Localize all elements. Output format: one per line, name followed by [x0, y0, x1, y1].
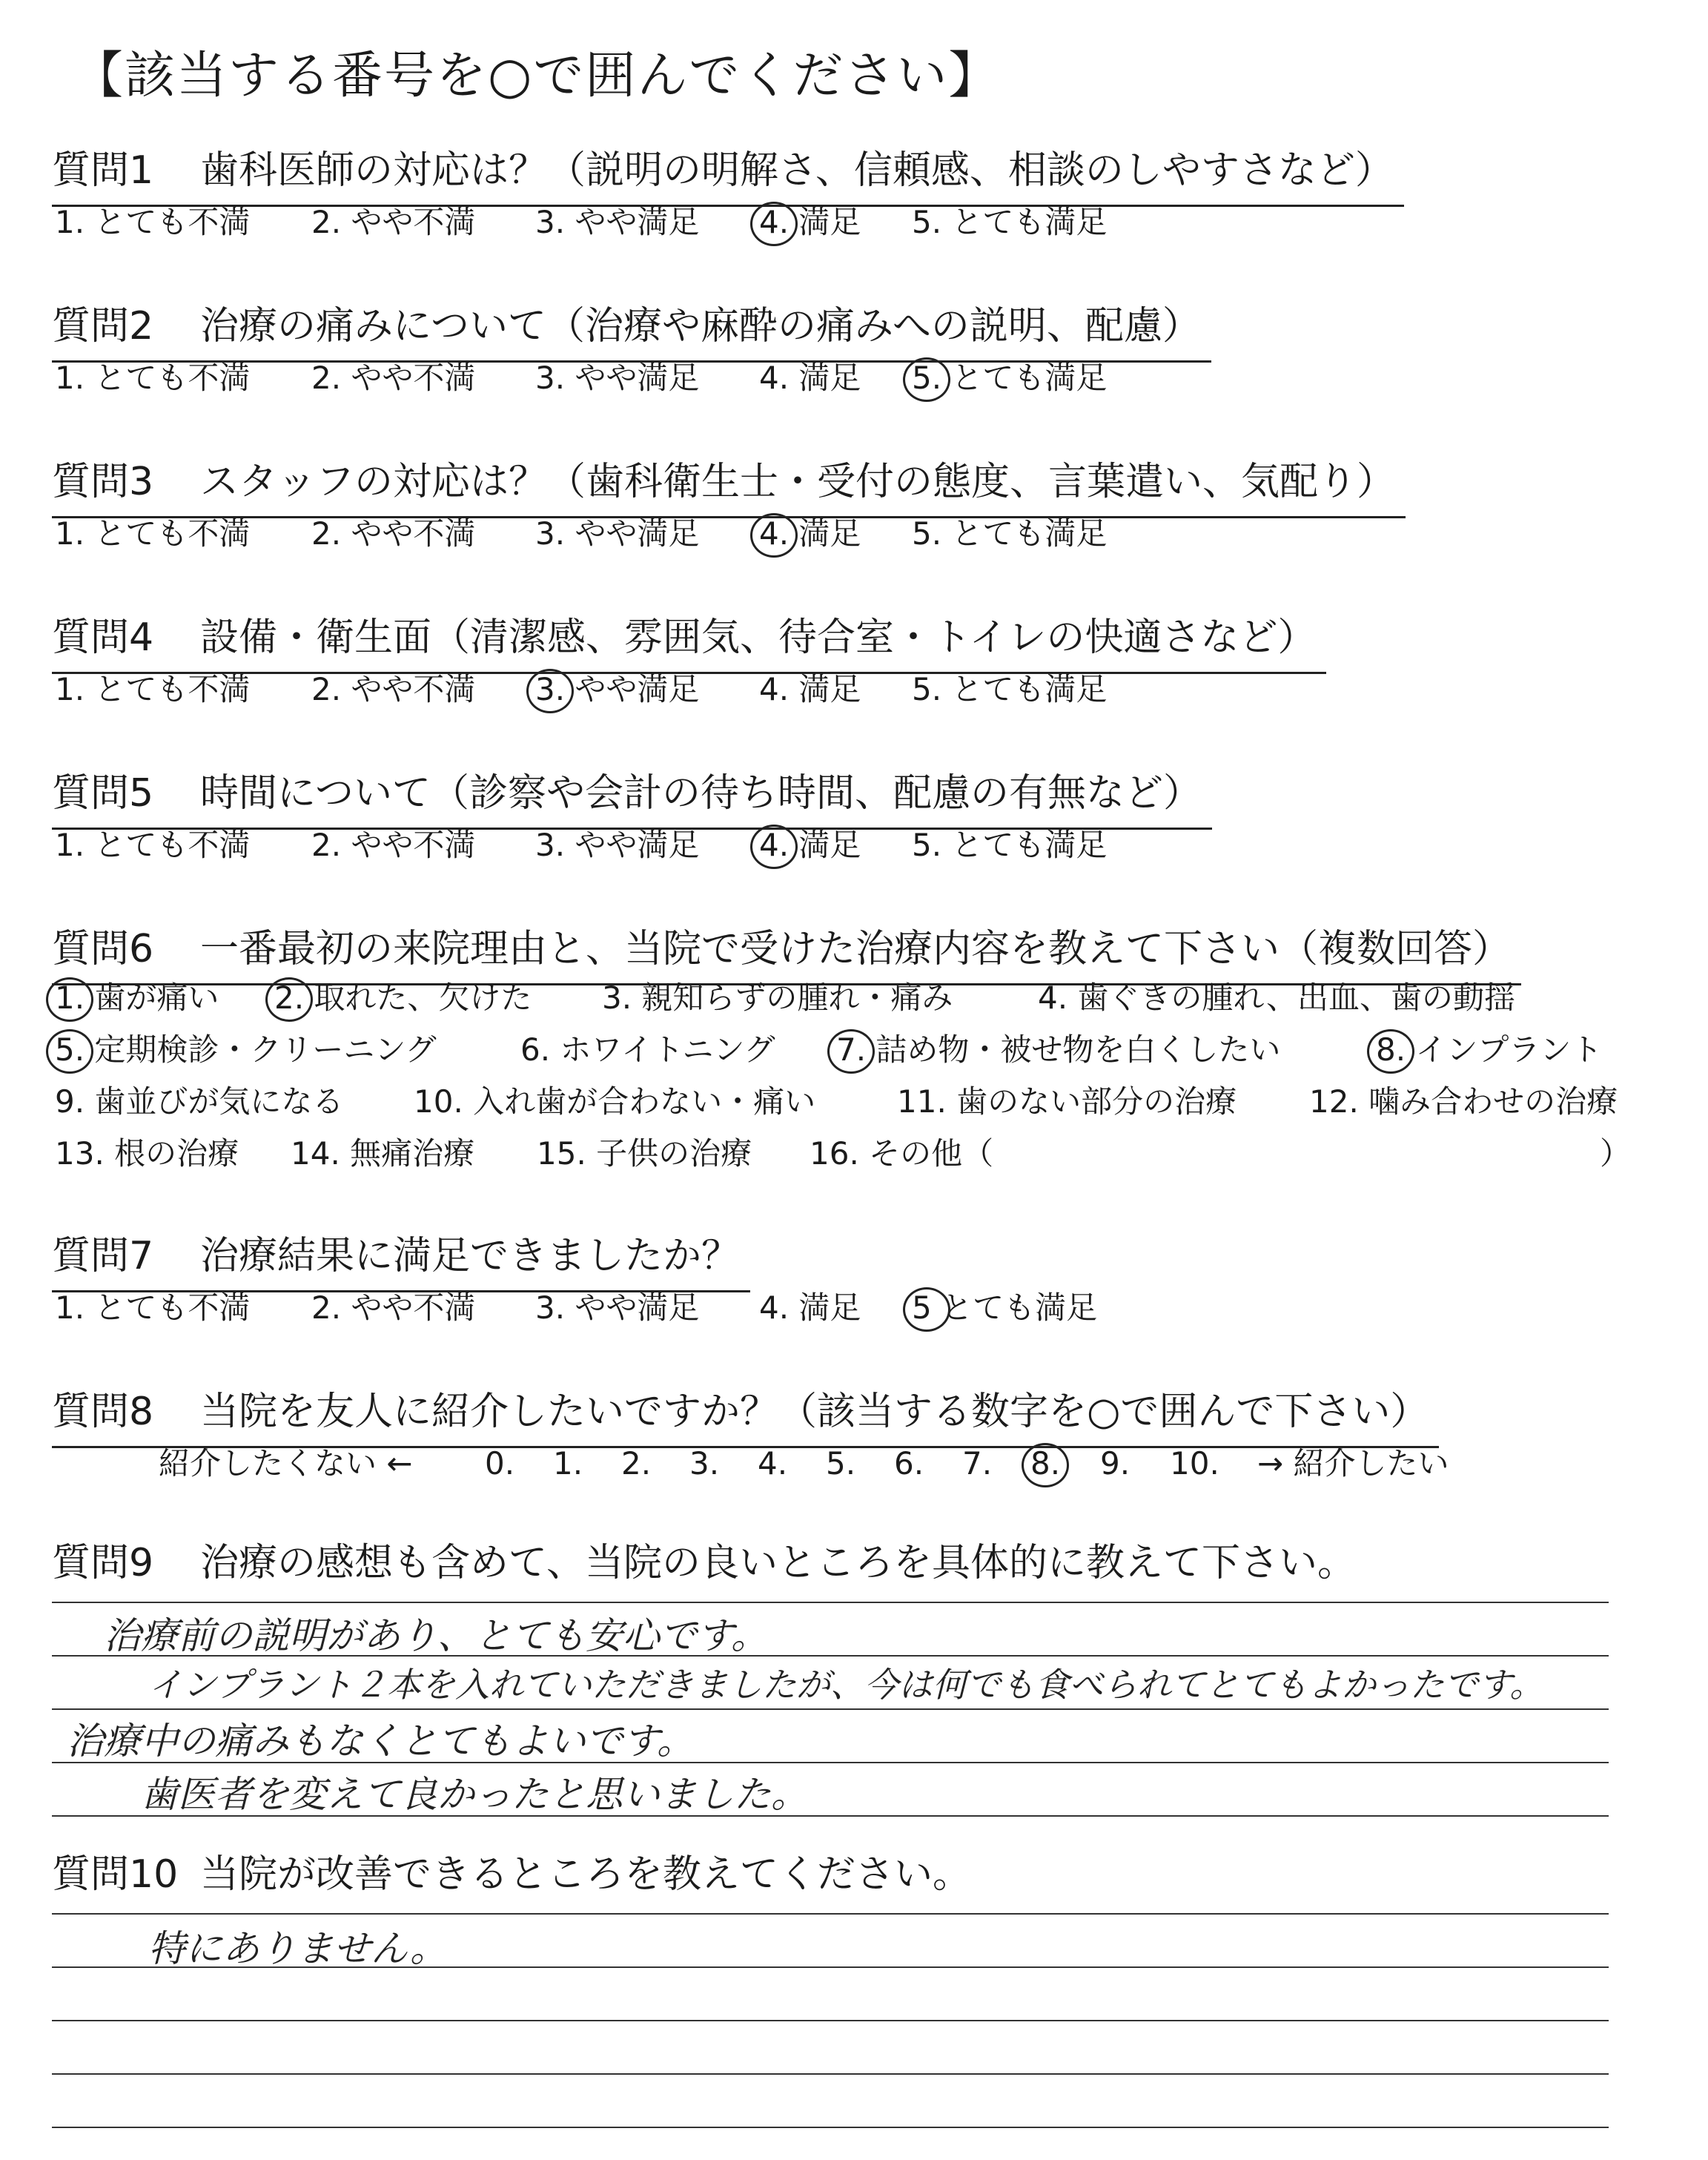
answer-line-2[interactable]: インプラント２本を入れていただきましたが、今は何でも食べられてとてもよかったです。 [148, 1665, 1544, 1705]
option-7[interactable]: 7. 詰め物・被せ物を白くしたい [836, 1029, 1280, 1071]
option-2[interactable]: 2. やや不満 [311, 1289, 476, 1326]
option-4[interactable]: 4. 満足 [759, 1289, 861, 1326]
question-number: 質問3 [52, 460, 154, 504]
option-13[interactable]: 13. 根の治療 [55, 1135, 239, 1172]
question-7-heading [52, 1225, 750, 1292]
option-2[interactable]: 2. やや不満 [311, 204, 476, 240]
selection-circle-icon [526, 669, 574, 713]
writing-line [52, 2127, 1609, 2128]
question-number: 質問9 [52, 1541, 154, 1585]
answer-line-3[interactable]: 治療中の痛みもなくとてもよいです。 [67, 1720, 694, 1763]
scale-10[interactable]: 10. [1170, 1445, 1219, 1482]
question-number: 質問2 [52, 304, 154, 349]
option-3[interactable]: 3. やや満足 [535, 515, 700, 552]
question-text: 当院が改善できるところを教えてください。 [200, 1852, 972, 1897]
option-1[interactable]: 1. とても不満 [55, 671, 251, 707]
option-6[interactable]: 6. ホワイトニング [520, 1031, 775, 1068]
scale-right-label: → 紹介したい [1257, 1445, 1449, 1482]
option-15[interactable]: 15. 子供の治療 [537, 1135, 752, 1172]
option-2[interactable]: 2. やや不満 [311, 360, 476, 396]
option-5[interactable]: 5 とても満足 [912, 1287, 1097, 1329]
selection-circle-icon [1022, 1443, 1069, 1487]
option-3[interactable]: 3. やや満足 [535, 360, 700, 396]
writing-line [52, 1913, 1609, 1915]
option-4[interactable]: 4. 満足 [759, 513, 861, 555]
selection-circle-icon [750, 513, 798, 558]
option-1[interactable]: 1. とても不満 [55, 827, 251, 863]
scale-2[interactable]: 2. [621, 1445, 652, 1482]
question-text: 設備・衛生面（清潔感、雰囲気、待合室・トイレの快適さなど） [200, 615, 1317, 660]
option-10[interactable]: 10. 入れ歯が合わない・痛い [414, 1083, 816, 1120]
option-2[interactable]: 2. やや不満 [311, 827, 476, 863]
option-5[interactable]: 5. とても満足 [912, 204, 1108, 240]
question-text: 時間について（診察や会計の待ち時間、配慮の有無など） [200, 771, 1202, 816]
option-4[interactable]: 4. 満足 [759, 202, 861, 243]
option-1[interactable]: 1. とても不満 [55, 515, 251, 552]
page-title: 【該当する番号を○で囲んでください】 [73, 47, 1001, 105]
selection-circle-icon [46, 977, 93, 1022]
option-4[interactable]: 4. 満足 [759, 360, 861, 396]
option-4[interactable]: 4. 歯ぐきの腫れ、出血、歯の動揺 [1038, 980, 1515, 1016]
question-10-heading [52, 1843, 982, 1909]
option-5[interactable]: 5. とても満足 [912, 357, 1107, 399]
scale-4[interactable]: 4. [758, 1445, 788, 1482]
question-text: 当院を友人に紹介したいですか？（該当する数字を○で囲んで下さい） [200, 1390, 1429, 1434]
scale-8[interactable]: 8. [1030, 1443, 1060, 1484]
other-close-paren: ） [1600, 1135, 1632, 1172]
option-5[interactable]: 5. とても満足 [912, 515, 1108, 552]
question-text: スタッフの対応は？（歯科衛生士・受付の態度、言葉遣い、気配り） [200, 460, 1396, 504]
option-2[interactable]: 2. やや不満 [311, 515, 476, 552]
question-number: 質問7 [52, 1234, 154, 1278]
option-1[interactable]: 1. 歯が痛い [55, 977, 219, 1019]
option-4[interactable]: 4. 満足 [759, 671, 861, 707]
selection-circle-icon [265, 977, 313, 1022]
option-14[interactable]: 14. 無痛治療 [291, 1135, 475, 1172]
scale-9[interactable]: 9. [1100, 1445, 1131, 1482]
option-12[interactable]: 12. 噛み合わせの治療 [1309, 1083, 1618, 1120]
question-3-heading [52, 451, 1406, 518]
question-number: 質問6 [52, 927, 154, 971]
question-2-heading [52, 295, 1211, 363]
selection-circle-icon [827, 1029, 875, 1074]
question-1-heading [52, 139, 1404, 207]
option-8[interactable]: 8. インプラント [1376, 1029, 1602, 1071]
option-11[interactable]: 11. 歯のない部分の治療 [897, 1083, 1237, 1120]
question-text: 治療の感想も含めて、当院の良いところを具体的に教えて下さい。 [200, 1541, 1356, 1585]
option-5[interactable]: 5. とても満足 [912, 671, 1108, 707]
question-6-heading [52, 918, 1521, 985]
writing-line [52, 2073, 1609, 2075]
scale-left-label: 紹介したくない ← [159, 1445, 413, 1482]
question-text: 歯科医師の対応は？（説明の明解さ、信頼感、相談のしやすさなど） [200, 148, 1394, 193]
option-3[interactable]: 3. やや満足 [535, 204, 700, 240]
selection-circle-icon [1367, 1029, 1414, 1074]
selection-circle-icon [750, 202, 798, 246]
question-number: 質問4 [52, 615, 154, 660]
option-5[interactable]: 5. とても満足 [912, 827, 1108, 863]
selection-circle-icon [903, 357, 950, 402]
option-1[interactable]: 1. とても不満 [55, 360, 251, 396]
option-3[interactable]: 3. やや満足 [535, 669, 699, 710]
scale-6[interactable]: 6. [894, 1445, 924, 1482]
option-9[interactable]: 9. 歯並びが気になる [55, 1083, 344, 1120]
option-4[interactable]: 4. 満足 [759, 825, 861, 866]
scale-3[interactable]: 3. [689, 1445, 720, 1482]
question-4-heading [52, 607, 1326, 674]
writing-line [52, 2020, 1609, 2021]
question-9-heading [52, 1532, 1366, 1597]
question-number: 質問1 [52, 148, 154, 193]
option-1[interactable]: 1. とても不満 [55, 204, 251, 240]
question-8-heading [52, 1381, 1439, 1448]
option-2[interactable]: 2. やや不満 [311, 671, 476, 707]
scale-0[interactable]: 0. [485, 1445, 515, 1482]
question-number: 質問5 [52, 771, 154, 816]
question-text: 一番最初の来院理由と、当院で受けた治療内容を教えて下さい（複数回答） [200, 927, 1512, 971]
answer-line-4[interactable]: 歯医者を変えて良かったと思いました。 [141, 1773, 808, 1816]
writing-line [52, 1708, 1609, 1710]
option-3[interactable]: 3. 親知らずの腫れ・痛み [602, 980, 953, 1016]
question-5-heading [52, 762, 1212, 830]
question-number: 質問8 [52, 1390, 154, 1434]
scale-1[interactable]: 1. [553, 1445, 583, 1482]
answer-line-1[interactable]: 治療前の説明があり、とても安心です。 [104, 1614, 768, 1657]
selection-circle-icon [750, 825, 798, 869]
question-number: 質問10 [52, 1852, 179, 1897]
question-text: 治療結果に満足できましたか？ [200, 1234, 741, 1278]
option-3[interactable]: 3. やや満足 [535, 827, 700, 863]
writing-line [52, 1602, 1609, 1603]
selection-circle-icon [46, 1029, 93, 1074]
scale-5[interactable]: 5. [826, 1445, 856, 1482]
option-5[interactable]: 5. 定期検診・クリーニング [55, 1029, 437, 1071]
scale-7[interactable]: 7. [962, 1445, 993, 1482]
option-16[interactable]: 16. その他（ [810, 1135, 994, 1172]
selection-circle-icon [903, 1287, 950, 1332]
question-text: 治療の痛みについて（治療や麻酔の痛みへの説明、配慮） [200, 304, 1201, 349]
option-1[interactable]: 1. とても不満 [55, 1289, 251, 1326]
answer-line-1[interactable]: 特にありません。 [148, 1927, 447, 1970]
option-2[interactable]: 2. 取れた、欠けた [274, 977, 532, 1019]
option-3[interactable]: 3. やや満足 [535, 1289, 700, 1326]
